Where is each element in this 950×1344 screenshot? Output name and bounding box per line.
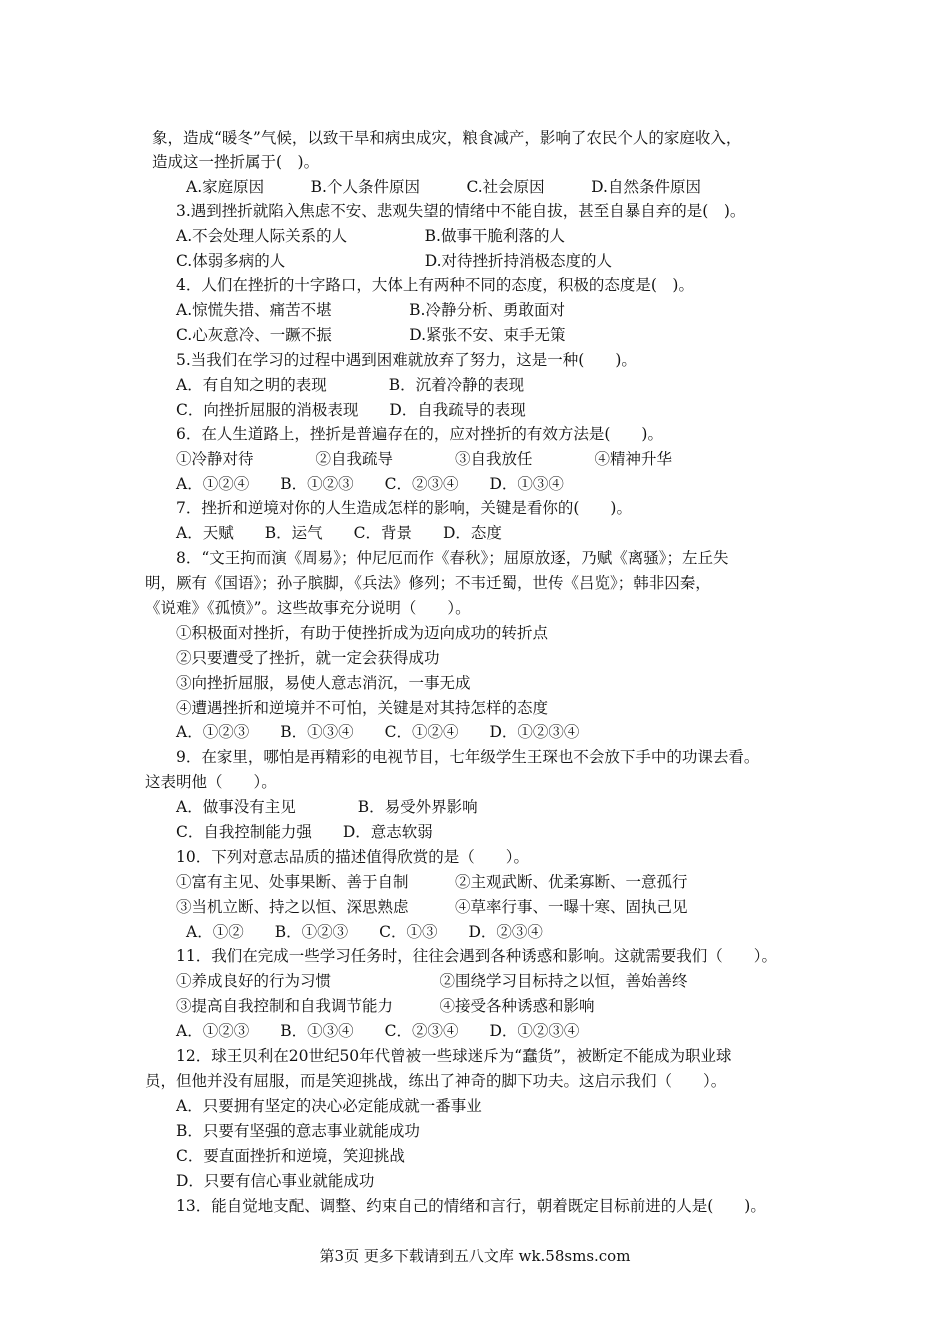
text-line: 8．“文王拘而演《周易》；仲尼厄而作《春秋》；屈原放逐，乃赋《离骚》；左丘失 [176,549,729,567]
text-line: ④遭遇挫折和逆境并不可怕，关键是对其持怎样的态度 [176,699,549,717]
text-line: 11．我们在完成一些学习任务时，往往会遇到各种诱惑和影响。这就需要我们（ ）。 [176,947,777,965]
text-line: 12．球王贝利在20世纪50年代曾被一些球迷斥为“蠢货”，被断定不能成为职业球 [176,1047,732,1065]
text-line: 明，厥有《国语》；孙子膑脚，《兵法》修列；不韦迁蜀，世传《吕览》；韩非囚秦， [145,574,711,592]
text-line: D．只要有信心事业就能成功 [176,1172,375,1190]
text-line: C.心灰意冷、一蹶不振 D.紧张不安、束手无策 [176,326,566,344]
text-line: A．只要拥有坚定的决心必定能成就一番事业 [176,1097,482,1115]
text-line: 13．能自觉地支配、调整、约束自己的情绪和言行，朝着既定目标前进的人是( )。 [176,1197,766,1215]
text-line: 4．人们在挫折的十字路口，大体上有两种不同的态度，积极的态度是( )。 [176,276,694,294]
text-line: 象，造成“暖冬”气候，以致干旱和病虫成灾，粮食减产，影响了农民个人的家庭收入， [152,129,742,147]
text-line: ②只要遭受了挫折，就一定会获得成功 [176,649,440,667]
text-line: A．做事没有主见 B．易受外界影响 [176,798,478,816]
text-line: ③当机立断、持之以恒、深思熟虑 ④草率行事、一曝十寒、固执己见 [176,898,688,916]
text-line: ①积极面对挫折，有助于使挫折成为迈向成功的转折点 [176,624,549,642]
text-line: A．有自知之明的表现 B．沉着冷静的表现 [176,376,525,394]
text-line: A.家庭原因 B.个人条件原因 C.社会原因 D.自然条件原因 [186,178,701,196]
text-line: ①养成良好的行为习惯 ②围绕学习目标持之以恒，善始善终 [176,972,688,990]
text-line: ③提高自我控制和自我调节能力 ④接受各种诱惑和影响 [176,997,595,1015]
text-line: C.体弱多病的人 D.对待挫折持消极态度的人 [176,252,613,270]
text-line: 6．在人生道路上，挫折是普遍存在的，应对挫折的有效方法是( )。 [176,425,663,443]
text-line: 10．下列对意志品质的描述值得欣赏的是（ ）。 [176,848,529,866]
text-line: B．只要有坚强的意志事业就能成功 [176,1122,420,1140]
text-line: 员，但他并没有屈服，而是笑迎挑战，练出了神奇的脚下功夫。这启示我们（ ）。 [145,1072,727,1090]
text-line: ①冷静对待 ②自我疏导 ③自我放任 ④精神升华 [176,450,673,468]
text-line: A．①②④ B．①②③ C．②③④ D．①③④ [176,475,564,493]
text-line: 3.遇到挫折就陷入焦虑不安、悲观失望的情绪中不能自拔，甚至自暴自弃的是( )。 [176,202,746,220]
text-line: A.惊慌失措、痛苦不堪 B.冷静分析、勇敢面对 [176,301,565,319]
text-line: C．向挫折屈服的消极表现 D．自我疏导的表现 [176,401,526,419]
text-line: 9．在家里，哪怕是再精彩的电视节目，七年级学生王琛也不会放下手中的功课去看。 [176,748,760,766]
text-line: ①富有主见、处事果断、善于自制 ②主观武断、优柔寡断、一意孤行 [176,873,688,891]
text-line: A．①② B．①②③ C．①③ D．②③④ [186,923,543,941]
text-line: A．①②③ B．①③④ C．①②④ D．①②③④ [176,723,580,741]
text-line: ③向挫折屈服，易使人意志消沉，一事无成 [176,674,471,692]
text-line: A.不会处理人际关系的人 B.做事干脆利落的人 [176,227,565,245]
text-line: C．要直面挫折和逆境，笑迎挑战 [176,1147,405,1165]
text-line: 这表明他（ ）。 [145,773,277,791]
text-line: 造成这一挫折属于( )。 [152,153,320,171]
text-line: C．自我控制能力强 D．意志软弱 [176,823,433,841]
text-line: A．①②③ B．①③④ C．②③④ D．①②③④ [176,1022,580,1040]
text-line: 7．挫折和逆境对你的人生造成怎样的影响，关键是看你的( )。 [176,499,632,517]
text-line: 5.当我们在学习的过程中遇到困难就放弃了努力，这是一种( )。 [176,351,637,369]
text-line: 《说难》《孤愤》”。这些故事充分说明（ ）。 [145,599,471,617]
page-footer: 第3页 更多下载请到五八文库 wk.58sms.com [319,1247,631,1265]
text-line: A．天赋 B．运气 C．背景 D．态度 [176,524,502,542]
